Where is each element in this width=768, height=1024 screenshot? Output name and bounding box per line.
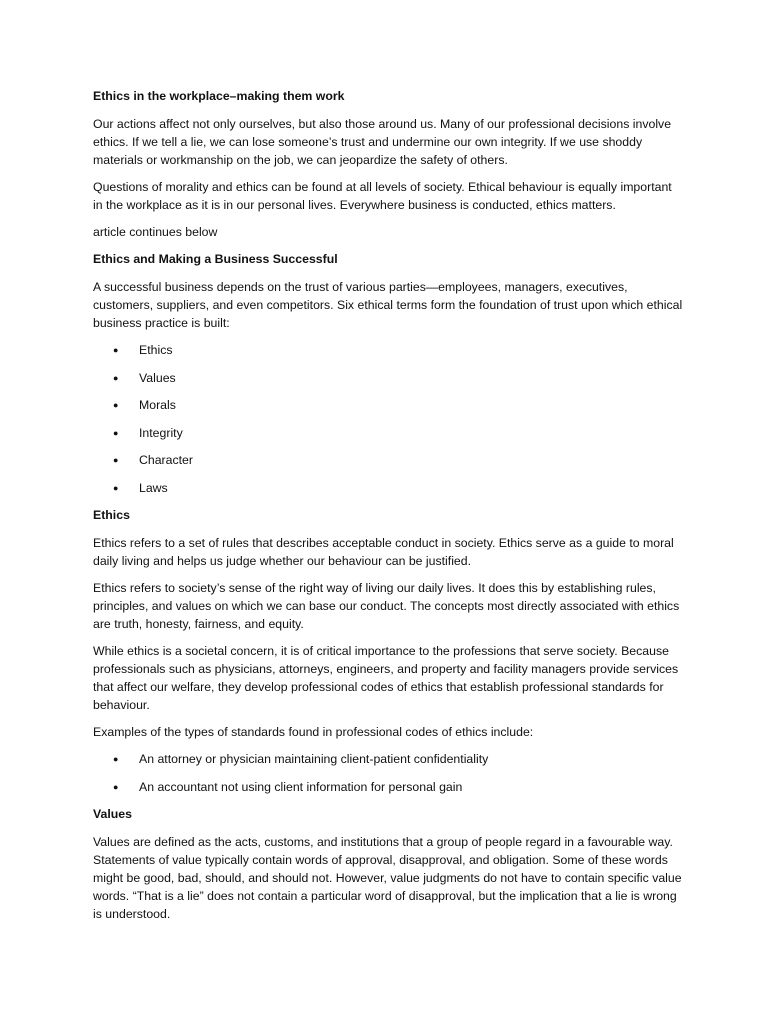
intro-paragraph-1: Our actions affect not only ourselves, but also those around us. Many of our professional decisions involve ethics. If we tell a lie, we can lose someone’s trust and undermine our own integrity. If we use shoddy materials or workmanship on the job, we can jeopardize the safety of others. (93, 117, 672, 167)
ethics-paragraph-2: Ethics refers to society’s sense of the right way of living our daily lives. It does this by establishing rules, principles, and values on which we can base our conduct. The concepts most directly associated with ethics are truth, honesty, fairness, and equity. (93, 581, 680, 631)
ethics-paragraph-1: Ethics refers to a set of rules that describes acceptable conduct in society. Ethics serve as a guide to moral daily living and helps us judge whether our behaviour can be justified. (93, 536, 674, 568)
ethical-terms-list (93, 341, 683, 497)
list-item (93, 479, 683, 497)
list-item-label: Morals (139, 398, 176, 412)
ethics-paragraph-3: While ethics is a societal concern, it is of critical importance to the professions that serve society. Because professionals such as physicians, attorneys, engineers, and property and facility managers provide services that affect our welfare, they develop professional codes of ethics that establish professional standards for behaviour. (93, 644, 679, 712)
bullet-icon: ● (113, 781, 119, 792)
list-item (93, 424, 683, 442)
code-examples-list (93, 750, 683, 796)
document-title: Ethics in the workplace–making them work (93, 89, 345, 103)
ethics-paragraph-4: Examples of the types of standards found in professional codes of ethics include: (93, 725, 534, 739)
list-item (93, 778, 683, 796)
list-item-label: An accountant not using client information for personal gain (139, 779, 463, 794)
bullet-icon: ● (113, 754, 119, 764)
list-item-label: An attorney or physician maintaining client-patient confidentiality (139, 752, 489, 766)
section-heading-business-success: Ethics and Making a Business Successful (93, 252, 338, 266)
list-item-label: Integrity (139, 425, 183, 440)
list-item-label: Character (139, 453, 193, 467)
section-heading-values: Values (93, 807, 132, 821)
bullet-icon: ● (113, 372, 119, 383)
list-item-label: Values (139, 370, 176, 385)
bullet-icon: ● (113, 455, 119, 465)
list-item (93, 369, 683, 387)
list-item (93, 750, 683, 768)
business-success-paragraph: A successful business depends on the trust of various parties—employees, managers, executives, customers, suppliers, and even competitors. Six ethical terms form the foundation of trust upon which ethical business practice is built: (93, 280, 683, 330)
section-heading-ethics: Ethics (93, 508, 130, 522)
values-paragraph: Values are defined as the acts, customs, and institutions that a group of people regard in a favourable way. Statements of value typically contain words of approval, disapproval, and obligation. Some of these words might be good, bad, should, and should not. However, value judgments do not have to contain specific value words. “That is a lie” does not contain a particular word of disapproval, but the implication that a lie is wrong is understood. (93, 835, 682, 921)
bullet-icon: ● (113, 400, 119, 410)
list-item (93, 341, 683, 359)
document-page (93, 87, 683, 932)
article-continues-note: article continues below (93, 225, 218, 239)
list-item (93, 396, 683, 414)
bullet-icon: ● (113, 345, 119, 355)
list-item (93, 451, 683, 469)
bullet-icon: ● (113, 427, 119, 438)
intro-paragraph-2: Questions of morality and ethics can be found at all levels of society. Ethical behaviour is equally important in the workplace as it is in our personal lives. Everywhere business is conducted, ethics matters. (93, 180, 672, 212)
bullet-icon: ● (113, 482, 119, 493)
list-item-label: Laws (139, 480, 168, 495)
list-item-label: Ethics (139, 343, 173, 357)
